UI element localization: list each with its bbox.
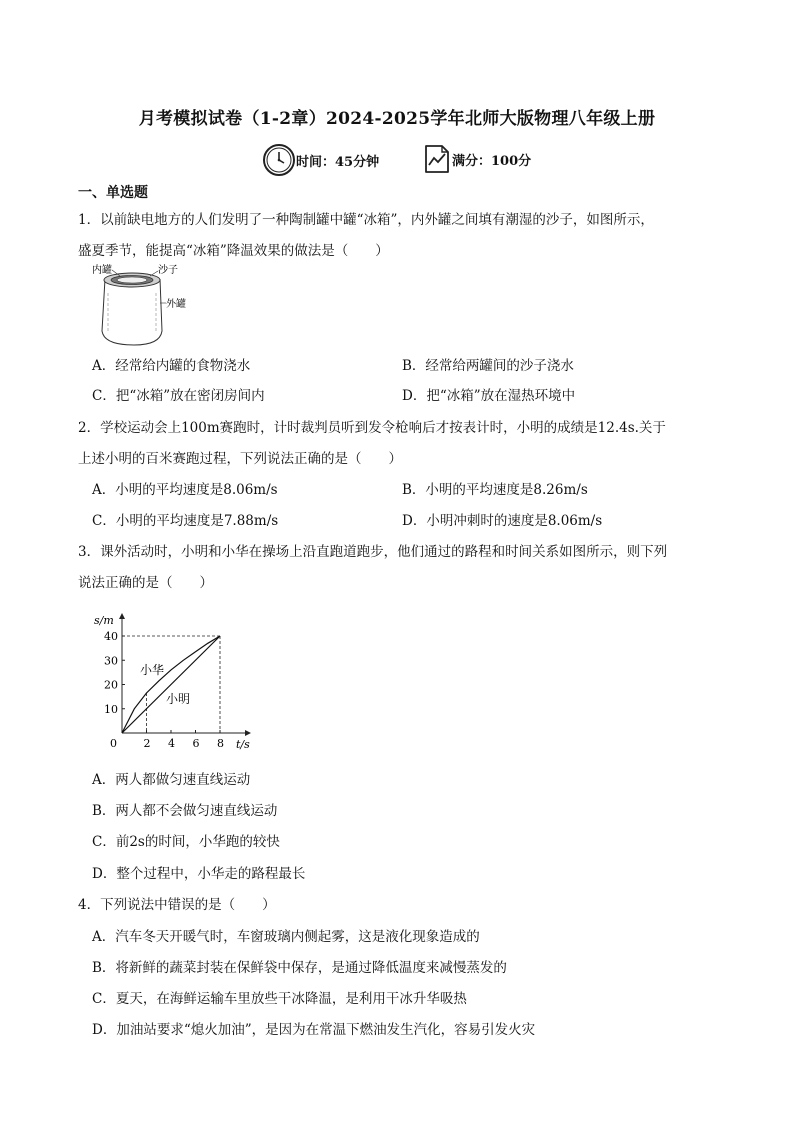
q2-option-d[interactable]: D．小明冲刺时的速度是8.06m/s bbox=[402, 513, 603, 529]
q4-option-b[interactable]: B．将新鲜的蔬菜封装在保鲜袋中保存，是通过降低温度来减慢蒸发的 bbox=[92, 960, 507, 976]
y-axis-label: s/m bbox=[94, 614, 114, 627]
q3-option-c[interactable]: C．前2s的时间，小华跑的较快 bbox=[92, 834, 280, 850]
q4-option-a[interactable]: A．汽车冬天开暖气时，车窗玻璃内侧起雾，这是液化现象造成的 bbox=[92, 929, 480, 945]
x-axis-label: t/s bbox=[236, 738, 250, 751]
y-tick-label: 20 bbox=[104, 678, 118, 692]
q1-option-b[interactable]: B．经常给两罐间的沙子浇水 bbox=[402, 358, 574, 374]
page-title: 月考模拟试卷（1-2章）2024-2025学年北师大版物理八年级上册 bbox=[138, 109, 656, 129]
score-info bbox=[420, 143, 531, 175]
q2-stem-line2: 上述小明的百米赛跑过程，下列说法正确的是（ ） bbox=[78, 451, 402, 467]
q1-option-c[interactable]: C．把“冰箱”放在密闭房间内 bbox=[92, 388, 265, 404]
q4-stem: 4．下列说法中错误的是（ ） bbox=[78, 897, 276, 913]
y-tick-label: 30 bbox=[104, 654, 118, 668]
label-sand: 沙子 bbox=[158, 265, 178, 276]
label-inner-pot: 内罐 bbox=[92, 265, 112, 276]
q1-stem-line1: 1．以前缺电地方的人们发明了一种陶制罐中罐“冰箱”，内外罐之间填有潮湿的沙子，如图所示， bbox=[78, 212, 654, 228]
x-tick-label: 6 bbox=[192, 737, 200, 750]
score-label: 满分：100分 bbox=[452, 153, 532, 169]
q4-option-d[interactable]: D．加油站要求“熄火加油”，是因为在常温下燃油发生汽化，容易引发火灾 bbox=[92, 1022, 536, 1038]
x-tick-label: 8 bbox=[217, 737, 224, 750]
q3-option-a[interactable]: A．两人都做匀速直线运动 bbox=[92, 772, 251, 788]
time-info bbox=[262, 143, 379, 177]
x-tick-label: 4 bbox=[168, 737, 175, 750]
q3-stem-line2: 说法正确的是（ ） bbox=[78, 575, 213, 591]
q4-option-c[interactable]: C．夏天，在海鲜运输车里放些干冰降温，是利用干冰升华吸热 bbox=[92, 991, 467, 1007]
series-label-xiaoming: 小明 bbox=[166, 692, 191, 706]
q3-option-d[interactable]: D．整个过程中，小华走的路程最长 bbox=[92, 866, 306, 882]
series-label-xiaohua: 小华 bbox=[140, 663, 165, 677]
y-tick-label: 40 bbox=[104, 630, 118, 643]
x-tick-label: 2 bbox=[143, 737, 151, 750]
distance-time-chart bbox=[90, 608, 260, 758]
q1-option-d[interactable]: D．把“冰箱”放在湿热环境中 bbox=[402, 388, 576, 404]
trend-chart-icon bbox=[420, 143, 452, 175]
q3-stem-line1: 3．课外活动时，小明和小华在操场上沿直跑道跑步，他们通过的路程和时间关系如图所示，则下列 bbox=[78, 544, 668, 560]
label-outer-pot: 外罐 bbox=[166, 299, 186, 310]
q1-option-a[interactable]: A．经常给内罐的食物浇水 bbox=[92, 358, 251, 374]
clock-icon bbox=[262, 143, 296, 177]
series-line-xiaoming bbox=[122, 636, 220, 733]
q1-stem-line2: 盛夏季节，能提高“冰箱”降温效果的做法是（ ） bbox=[78, 243, 389, 259]
q2-option-c[interactable]: C．小明的平均速度是7.88m/s bbox=[92, 513, 279, 529]
q3-option-b[interactable]: B．两人都不会做匀速直线运动 bbox=[92, 803, 278, 819]
time-label: 时间：45分钟 bbox=[296, 154, 380, 170]
q2-option-b[interactable]: B．小明的平均速度是8.26m/s bbox=[402, 482, 588, 498]
q2-option-a[interactable]: A．小明的平均速度是8.06m/s bbox=[92, 482, 278, 498]
section-heading: 一、单选题 bbox=[78, 185, 148, 201]
q2-stem-line1: 2．学校运动会上100m赛跑时，计时裁判员听到发令枪响后才按表计时，小明的成绩是12.4s.关于 bbox=[78, 420, 666, 436]
y-tick-label: 10 bbox=[104, 702, 118, 716]
pot-figure bbox=[90, 263, 200, 351]
x-tick-label: 0 bbox=[110, 737, 117, 750]
